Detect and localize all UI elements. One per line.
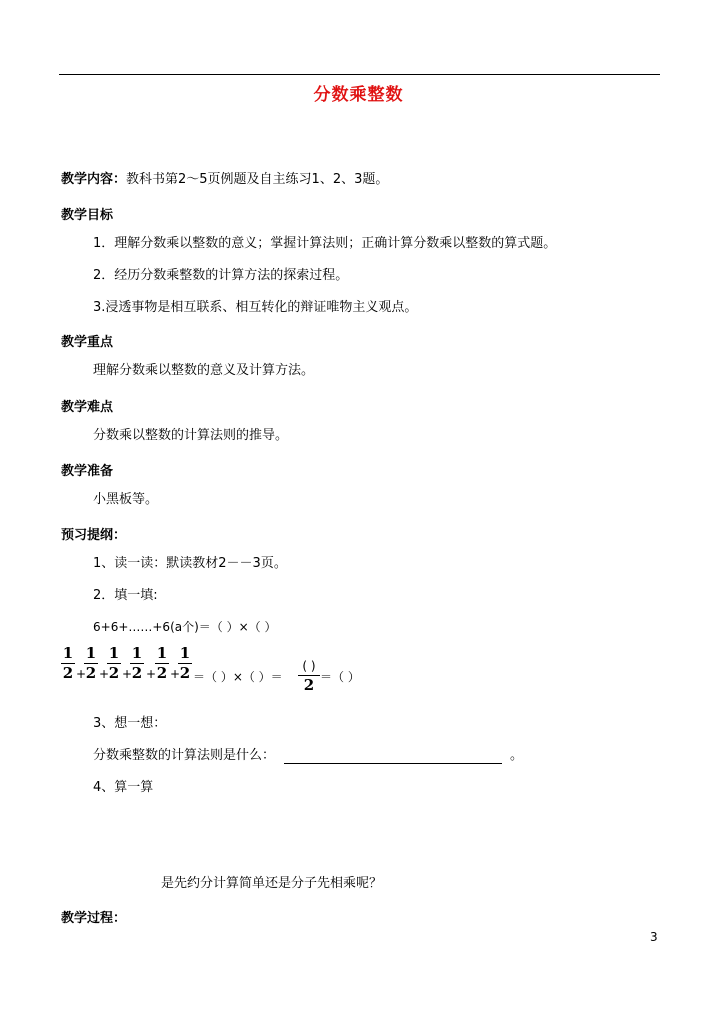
goal-item-3: 3.浸透事物是相互联系、相互转化的辩证唯物主义观点。 bbox=[93, 300, 418, 315]
plus-sign: + bbox=[170, 667, 181, 681]
preview-heading: 预习提纲： bbox=[61, 528, 127, 543]
plus-sign: + bbox=[76, 667, 87, 681]
plus-sign: + bbox=[146, 667, 157, 681]
question-line bbox=[93, 748, 275, 764]
result-numerator: ( ) bbox=[302, 659, 316, 673]
preview-item-3: 3、想一想： bbox=[93, 716, 167, 731]
plus-sign: + bbox=[99, 667, 110, 681]
preview-item-2: 2．填一填: bbox=[93, 588, 158, 603]
content-label: 教学内容： bbox=[61, 172, 127, 187]
preview-item-4: 4、算一算 bbox=[93, 780, 154, 795]
answer-blank bbox=[284, 763, 502, 764]
goal-item-1: 1．理解分数乘以整数的意义；掌握计算法则；正确计算分数乘以整数的算式题。 bbox=[93, 236, 557, 251]
fraction: 1 2 bbox=[108, 644, 120, 682]
question-colon: ： bbox=[262, 748, 276, 763]
process-heading: 教学过程： bbox=[61, 911, 127, 926]
fraction: 1 2 bbox=[156, 644, 168, 682]
preparation-heading: 教学准备 bbox=[61, 464, 114, 479]
formula-2-end: ＝（ ） bbox=[320, 670, 360, 684]
formula-1: 6+6+……+6(a个)＝（ ）×（ ） bbox=[93, 620, 277, 634]
question-end: 。 bbox=[510, 748, 524, 763]
difficulty-text: 分数乘以整数的计算法则的推导。 bbox=[93, 428, 289, 443]
key-point-text: 理解分数乘以整数的意义及计算方法。 bbox=[93, 363, 315, 378]
preview-item-1: 1、读一读：默读教材2－－3页。 bbox=[93, 556, 287, 571]
fraction: 1 2 bbox=[179, 644, 191, 682]
question-text: 分数乘整数的计算法则是什么 bbox=[93, 748, 263, 763]
reflection-text: 是先约分计算简单还是分子先相乘呢？ bbox=[161, 876, 383, 891]
key-point-heading: 教学重点 bbox=[61, 335, 114, 350]
plus-sign: + bbox=[122, 667, 133, 681]
difficulty-heading: 教学难点 bbox=[61, 400, 114, 415]
result-fraction bbox=[298, 659, 320, 692]
content-text: 教科书第2～5页例题及自主练习1、2、3题。 bbox=[126, 172, 389, 187]
page-title: 分数乘整数 bbox=[313, 85, 404, 105]
content-line bbox=[61, 172, 388, 188]
page-number: 3 bbox=[650, 930, 658, 944]
fraction: 1 2 bbox=[62, 644, 74, 682]
result-denominator: 2 bbox=[303, 676, 315, 694]
preparation-text: 小黑板等。 bbox=[93, 492, 159, 507]
goal-item-2: 2．经历分数乘整数的计算方法的探索过程。 bbox=[93, 268, 349, 283]
fraction: 1 2 bbox=[131, 644, 143, 682]
formula-2-middle: ＝（ ）×（ ）＝ bbox=[193, 670, 283, 684]
goals-heading: 教学目标 bbox=[61, 208, 114, 223]
fraction: 1 2 bbox=[85, 644, 97, 682]
header-rule bbox=[59, 74, 660, 75]
